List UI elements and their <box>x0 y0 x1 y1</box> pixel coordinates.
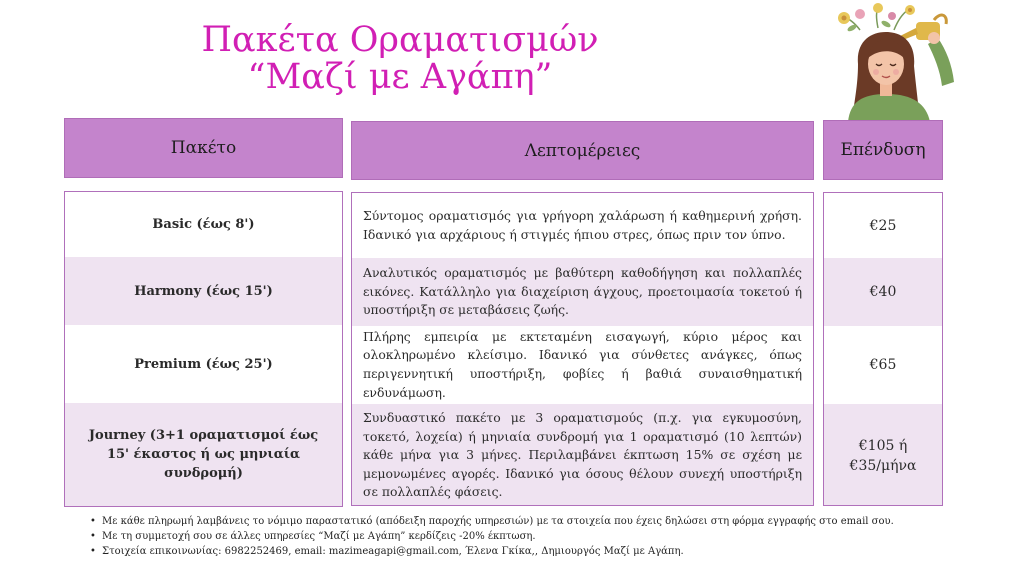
details-harmony-text: Αναλυτικός οραματισμός με βαθύτερη καθοδήγηση και πολλαπλές εικόνες. Κατάλληλο για διαχείριση άγχους, προετοιμασία τοκετού ή υποστήριξη σε μεταβάσεις ζωής. <box>363 265 802 318</box>
price-journey <box>824 404 942 506</box>
details-journey <box>352 404 813 506</box>
package-harmony: Harmony (έως 15') <box>65 257 342 325</box>
note-receipt: • Με κάθε πληρωμή λαμβάνεις το νόμιμο παραστατικό (απόδειξη παροχής υπηρεσιών) με τα στοιχεία που έχεις δηλώσει στη φόρμα εγγραφής στο email σου. <box>90 514 990 529</box>
details-premium <box>352 326 813 404</box>
header-details: Λεπτομέρειες <box>351 121 814 180</box>
price-journey-line-1: €105 ή <box>858 437 908 454</box>
details-basic <box>352 193 813 258</box>
page-title <box>180 22 620 96</box>
package-premium: Premium (έως 25') <box>134 356 273 372</box>
details-basic-text: Σύντομος οραματισμός για γρήγορη χαλάρωση ή καθημερινή χρήση. Ιδανικό για αρχάριους ή στιγμές ήπιου στρες, όπως πριν τον ύπνο. <box>363 207 802 242</box>
title-line-1: Πακέτα Οραματισμών <box>201 20 599 60</box>
details-journey-text: Συνδυαστικό πακέτο με 3 οραματισμούς (π.χ. για εγκυμοσύνη, τοκετό, λοχεία) ή μηνιαία συνδρομή για 1 οραματισμό (10 λεπτών) κάθε μήνα για 3 μήνες. Περιλαμβάνει έκπτωση 15% σε σχέση με μεμονωμένες αγορές. Ιδανικό για όσους θέλουν συνεχή υποστήριξη σε πολλαπλές φάσεις. <box>363 410 802 500</box>
price-basic: €25 <box>869 217 897 234</box>
package-journey: Journey (3+1 οραματισμοί έως 15' έκαστος ή ως μηνιαία συνδρομή) <box>65 403 342 506</box>
details-harmony <box>352 258 813 326</box>
price-column <box>823 192 943 506</box>
price-journey-line-2: €35/μήνα <box>849 457 917 474</box>
price-premium: €65 <box>869 357 897 373</box>
woman-watering-flowers-illustration <box>830 2 962 122</box>
header-package: Πακέτο <box>64 118 343 178</box>
flowers-icon <box>838 3 915 33</box>
title-line-2: “Μαζί με Αγάπη” <box>247 57 553 97</box>
price-harmony: €40 <box>824 258 942 326</box>
footnotes <box>90 514 990 559</box>
details-premium-text: Πλήρης εμπειρία με εκτεταμένη εισαγωγή, κύριο μέρος και ολοκληρωμένο κλείσιμο. Ιδανικό για σύνθετες ανάγκες, όπως περιγεννητική υποστήριξη, φοβίες ή βαθιά συναισθηματική ενδυνάμωση. <box>363 328 802 400</box>
note-discount: • Με τη συμμετοχή σου σε άλλες υπηρεσίες “Μαζί με Αγάπη” κερδίζεις -20% έκπτωση. <box>90 529 990 544</box>
note-contact: • Στοιχεία επικοινωνίας: 6982252469, email: mazimeagapi@gmail.com, Έλενα Γκίκα,, Δημιουργός Μαζί με Αγάπη. <box>90 544 990 559</box>
header-price: Επένδυση <box>823 120 943 180</box>
details-column <box>351 192 814 506</box>
package-basic: Basic (έως 8') <box>152 217 255 232</box>
package-column <box>64 191 343 507</box>
